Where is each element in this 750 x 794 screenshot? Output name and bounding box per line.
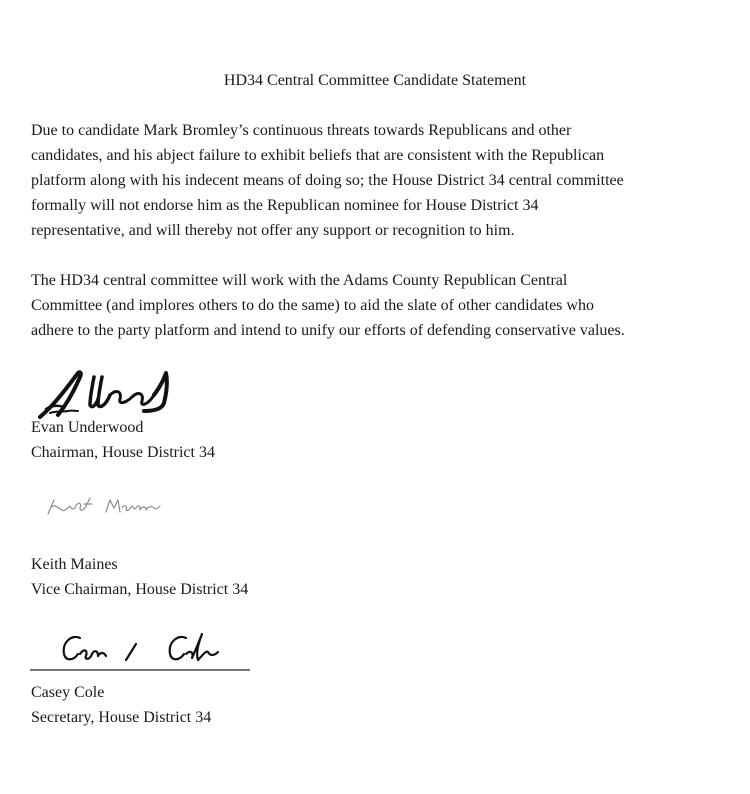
signatory-role: Secretary, House District 34: [31, 709, 212, 726]
paragraph-line: Due to candidate Mark Bromley’s continuous threats towards Republicans and other: [31, 122, 572, 139]
signatory-name: Keith Maines: [31, 556, 118, 573]
signatory-block: [31, 680, 211, 730]
paragraph-line: formally will not endorse him as the Republican nominee for House District 34: [31, 197, 539, 214]
document-title: HD34 Central Committee Candidate Statement: [223, 72, 527, 89]
paragraph-line: Committee (and implores others to do the same) to aid the slate of other candidates who: [31, 297, 594, 314]
signature-keith-maines: [44, 494, 164, 518]
paragraph-line: The HD34 central committee will work with the Adams County Republican Central: [31, 272, 568, 289]
signatory-name: Casey Cole: [31, 684, 105, 701]
paragraph-line: adhere to the party platform and intend to unify our efforts of defending conservative values.: [31, 322, 625, 339]
signatory-block: [31, 415, 215, 465]
signatory-block: [31, 552, 248, 602]
signatory-role: Vice Chairman, House District 34: [31, 581, 249, 598]
paragraph-line: representative, and will thereby not offer any support or recognition to him.: [31, 222, 515, 239]
signature-casey-cole: [28, 630, 253, 675]
statement-paragraph-1: [31, 118, 711, 243]
paragraph-line: platform along with his indecent means of doing so; the House District 34 central committee: [31, 172, 624, 189]
statement-paragraph-2: [31, 268, 711, 343]
signatory-name: Evan Underwood: [31, 419, 144, 436]
paragraph-line: candidates, and his abject failure to exhibit beliefs that are consistent with the Republican: [31, 147, 605, 164]
signatory-role: Chairman, House District 34: [31, 444, 215, 461]
signature-evan-underwood: [36, 365, 176, 421]
